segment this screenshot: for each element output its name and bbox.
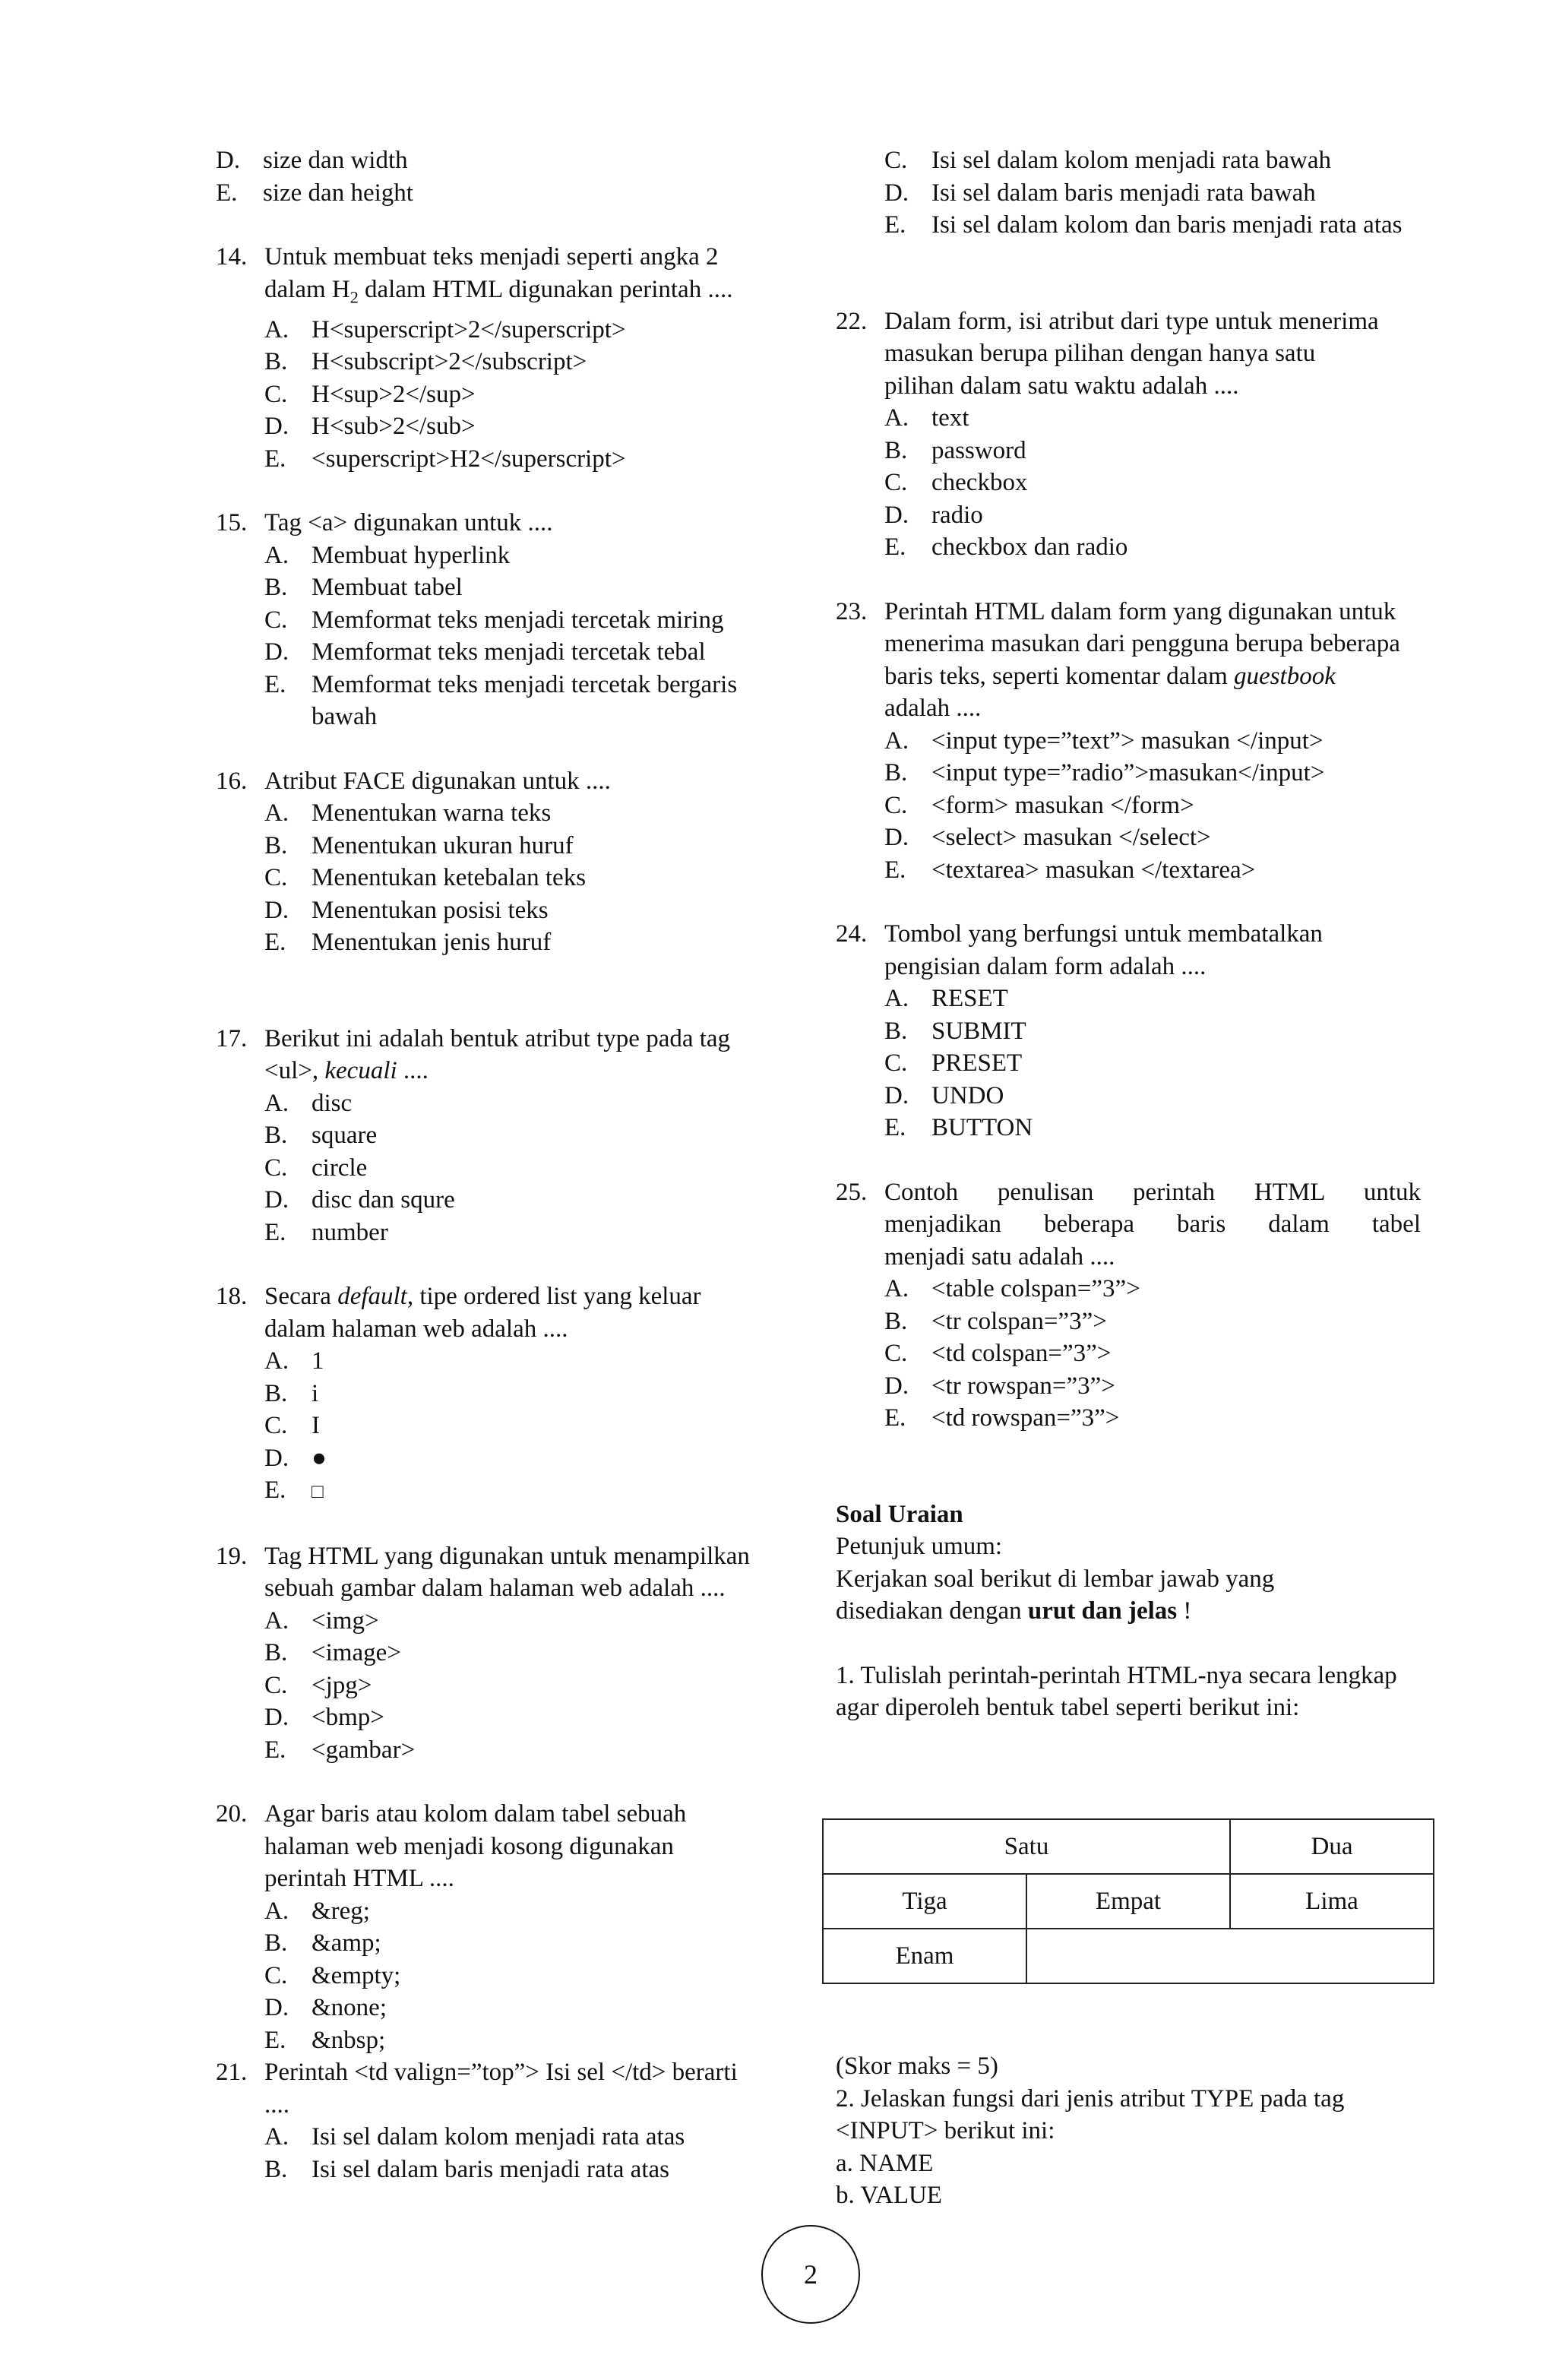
option: B. H<subscript>2</subscript>: [264, 348, 587, 376]
table-cell: Empat: [1026, 1874, 1230, 1929]
option: E. <td rowspan=”3”>: [884, 1404, 1120, 1432]
table-cell: Tiga: [823, 1874, 1026, 1929]
option: E. □: [264, 1476, 324, 1505]
option: D. H<sub>2</sub>: [264, 413, 476, 441]
option: E. size dan height: [216, 179, 413, 207]
option: A. Membuat hyperlink: [264, 541, 511, 569]
option: B. Membuat tabel: [264, 574, 463, 602]
table-cell: Dua: [1230, 1819, 1434, 1874]
option: B. <input type=”radio”>masukan</input>: [884, 759, 1325, 786]
option: C. I: [264, 1412, 320, 1440]
option: E. checkbox dan radio: [884, 533, 1128, 561]
option: C. Isi sel dalam kolom menjadi rata bawah: [884, 147, 1332, 174]
table-cell-empty: [1026, 1929, 1434, 1983]
option: A. text: [884, 404, 969, 432]
option: E. &nbsp;: [264, 2026, 386, 2054]
option: E. number: [264, 1218, 388, 1246]
option: A. Menentukan warna teks: [264, 799, 552, 828]
table-cell: Enam: [823, 1929, 1026, 1983]
option: B. <tr colspan=”3”>: [884, 1307, 1107, 1335]
option: A. Isi sel dalam kolom menjadi rata atas: [264, 2123, 685, 2151]
question-22: 22. Dalam form, isi atribut dari type untuk menerima masukan berupa pilihan dengan hanya satu pilihan dalam satu waktu adalah .... A. text B. password C. checkbox D. radio E. checkbox dan radio: [836, 305, 1421, 564]
essay-question-1: 1. Tulislah perintah-perintah HTML-nya secara lengkap agar diperoleh bentuk tabel seperti berikut ini:: [836, 1661, 1397, 1721]
option: E. <textarea> masukan </textarea>: [884, 856, 1256, 884]
right-column: [836, 144, 1421, 1724]
option: B. <image>: [264, 1639, 401, 1667]
option: B. SUBMIT: [884, 1017, 1026, 1045]
question-19: 19. Tag HTML yang digunakan untuk menampilkan sebuah gambar dalam halaman web adalah .... A. <img> B. <image> C. <jpg> D. <bmp> E. <gambar>: [216, 1540, 799, 1767]
option: D. Menentukan posisi teks: [264, 896, 549, 924]
table-cell: Satu: [823, 1819, 1230, 1874]
question-15: 15. Tag <a> digunakan untuk .... A. Membuat hyperlink B. Membuat tabel C. Memformat teks menjadi tercetak miring D. Memformat teks menjadi tercetak tebal E. Memformat teks menjadi tercetak bergaris bawah: [216, 507, 799, 733]
option: C. Memformat teks menjadi tercetak miring: [264, 606, 724, 634]
option: C. PRESET: [884, 1049, 1023, 1077]
question-16: 16. Atribut FACE digunakan untuk .... A. Menentukan warna teks B. Menentukan ukuran huruf C. Menentukan ketebalan teks D. Menentukan posisi teks E. Menentukan jenis huruf: [216, 765, 799, 959]
option: B. &amp;: [264, 1929, 381, 1957]
option: C. <jpg>: [264, 1671, 372, 1699]
option: D. radio: [884, 501, 983, 529]
option: D. <select> masukan </select>: [884, 824, 1211, 851]
option: B. square: [264, 1122, 378, 1150]
option: A. 1: [264, 1347, 324, 1375]
option: E. Isi sel dalam kolom dan baris menjadi rata atas: [884, 211, 1403, 239]
option: D. ●: [264, 1444, 327, 1472]
table-cell: Lima: [1230, 1874, 1434, 1929]
question-20: 20. Agar baris atau kolom dalam tabel sebuah halaman web menjadi kosong digunakan perintah HTML .... A. &reg; B. &amp; C. &empty; D. &none; E. &nbsp;: [216, 1798, 799, 2056]
option: C. <form> masukan </form>: [884, 791, 1194, 819]
essay-question-2: 2. Jelaskan fungsi dari jenis atribut TYPE pada tag <INPUT> berikut ini:: [836, 2084, 1345, 2144]
option: E. <superscript>H2</superscript>: [264, 445, 626, 473]
option: D. disc dan squre: [264, 1186, 455, 1214]
option: D. size dan width: [216, 147, 408, 174]
option: E. Memformat teks menjadi tercetak bergaris bawah: [264, 670, 738, 731]
essay-heading: Soal Uraian: [836, 1500, 963, 1528]
question-25: 25. Contoh penulisan perintah HTML untuk menjadikan beberapa baris dalam tabel menjadi satu adalah .... A. <table colspan=”3”> B. <tr colspan=”3”> C. <td colspan=”3”> D. <tr rowspan=”3”> E. <td rowspan=”3”>: [836, 1176, 1421, 1435]
option: D. <bmp>: [264, 1704, 384, 1732]
option: A. H<superscript>2</superscript>: [264, 315, 626, 343]
option: E. <gambar>: [264, 1736, 416, 1764]
question-23: 23. Perintah HTML dalam form yang digunakan untuk menerima masukan dari pengguna berupa beberapa baris teks, seperti komentar dalam guestbook adalah .... A. <input type=”text”> masukan </input> B. <input type=”radio”>masukan</input> C. <form> masukan </form> D. <select> masukan </select> E. <textarea> masukan </textarea>: [836, 596, 1421, 887]
option: C. Menentukan ketebalan teks: [264, 864, 587, 892]
option: D. &none;: [264, 1994, 387, 2022]
option: A. <input type=”text”> masukan </input>: [884, 726, 1324, 755]
option: D. <tr rowspan=”3”>: [884, 1372, 1115, 1400]
option: C. checkbox: [884, 469, 1028, 496]
question-14: 14. Untuk membuat teks menjadi seperti angka 2 dalam $H_2$ dalam HTML digunakan perintah .... A. H<superscript>2</superscript> B. H<subscript>2</subscript> C. H<sup>2</sup> D. H<sub>2</sub> E. <superscript>H2</superscript>: [216, 241, 799, 475]
option: D. Memformat teks menjadi tercetak tebal: [264, 638, 706, 666]
option: A. RESET: [884, 985, 1008, 1012]
option: A. <table colspan=”3”>: [884, 1275, 1140, 1302]
option: E. BUTTON: [884, 1114, 1033, 1141]
question-21: 21. Perintah <td valign=”top”> Isi sel </td> berarti .... A. Isi sel dalam kolom menjadi rata atas B. Isi sel dalam baris menjadi rata atas: [216, 2056, 799, 2185]
question-18: 18. Secara default, tipe ordered list yang keluar dalam halaman web adalah .... A. 1 B. i C. I D. ● E. □: [216, 1280, 799, 1508]
essay-continuation: (Skor maks = 5) 2. Jelaskan fungsi dari jenis atribut TYPE pada tag <INPUT> berikut ini: a. NAME b. VALUE: [836, 2050, 1421, 2212]
left-column: [216, 144, 799, 2185]
question-24: 24. Tombol yang berfungsi untuk membatalkan pengisian dalam form adalah .... A. RESET B. SUBMIT C. PRESET D. UNDO E. BUTTON: [836, 918, 1421, 1144]
option: E. Menentukan jenis huruf: [264, 929, 552, 957]
page-number: 2: [761, 2225, 860, 2324]
option: B. Isi sel dalam baris menjadi rata atas: [264, 2155, 669, 2183]
option: D. Isi sel dalam baris menjadi rata bawah: [884, 179, 1316, 207]
option: C. &empty;: [264, 1961, 401, 1989]
example-table: [822, 1818, 1434, 1984]
question-17: 17. Berikut ini adalah bentuk atribut type pada tag <ul>, kecuali .... A. disc B. square C. circle D. disc dan squre E. number: [216, 1023, 799, 1249]
option: C. <td colspan=”3”>: [884, 1340, 1112, 1367]
essay-section: Soal Uraian Petunjuk umum: Kerjakan soal berikut di lembar jawab yang disediakan dengan urut dan jelas ! 1. Tulislah perintah-perintah HTML-nya secara lengkap agar diperoleh bentuk tabel seperti berikut ini:: [836, 1499, 1421, 1724]
option: C. circle: [264, 1154, 368, 1182]
option: A. &reg;: [264, 1897, 370, 1925]
option: B. i: [264, 1379, 319, 1407]
option: D. UNDO: [884, 1081, 1004, 1109]
option: B. Menentukan ukuran huruf: [264, 831, 574, 859]
option: C. H<sup>2</sup>: [264, 380, 476, 408]
option: A. disc: [264, 1089, 353, 1117]
option: A. <img>: [264, 1606, 379, 1635]
option: B. password: [884, 436, 1026, 464]
